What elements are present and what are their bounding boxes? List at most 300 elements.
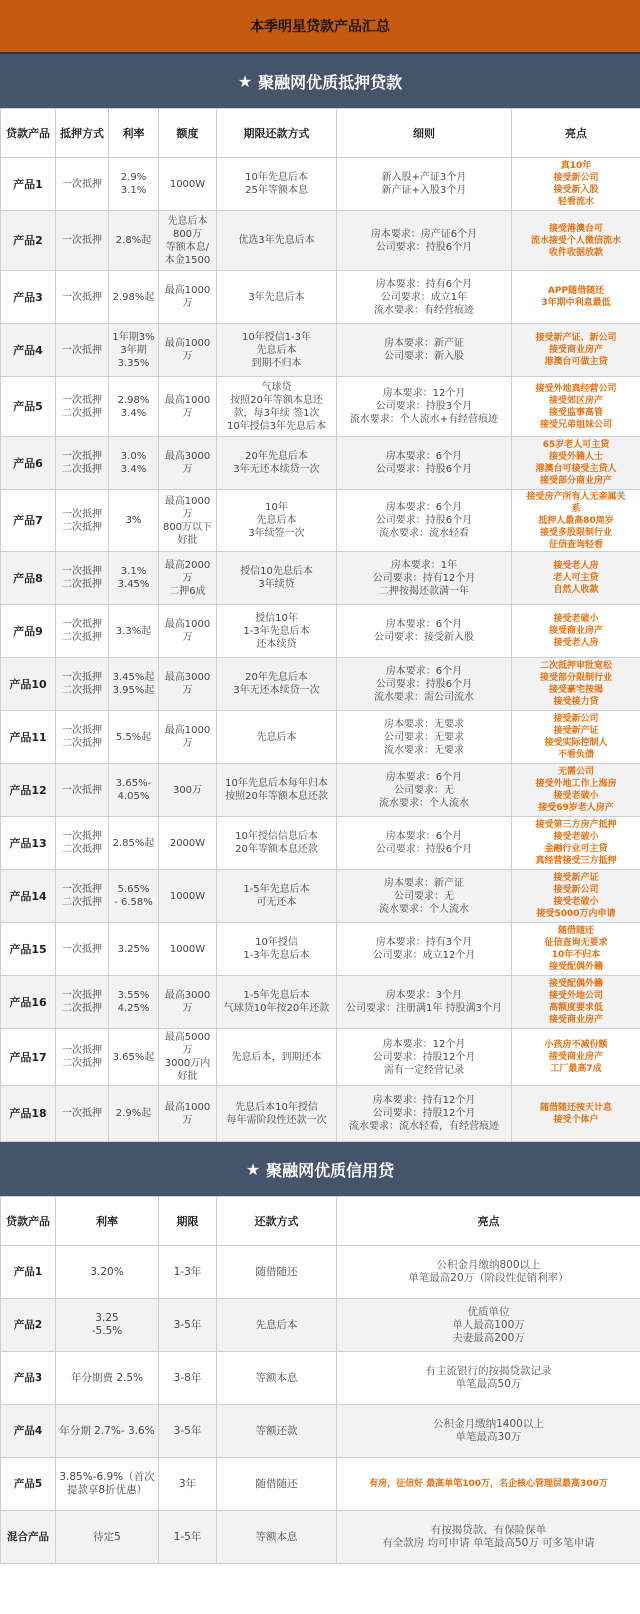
cell-line: 3.20%: [90, 1265, 124, 1278]
cell-line: 4.05%: [117, 791, 150, 802]
product-name: 产品17: [1, 1029, 56, 1086]
detail-cell: [337, 976, 512, 1029]
cell-line: 最高1000: [164, 725, 211, 736]
cell-line: 800万以下: [162, 521, 213, 533]
detail-cell: [337, 437, 512, 490]
product-name: 产品6: [1, 437, 56, 490]
cell-line: 老人可主贷: [553, 573, 599, 583]
table-row: [1, 1352, 640, 1405]
cell-line: 万: [182, 407, 193, 419]
cell-line: 二押6成: [169, 585, 206, 597]
cell-line: 接受老人房: [553, 561, 599, 571]
amount-cell: [159, 552, 217, 605]
table-row: [1, 1246, 640, 1299]
repay-cell: [217, 1405, 337, 1458]
cell-line: 接受商业房产: [548, 626, 603, 636]
mortgage-cell: [56, 817, 109, 870]
rate-cell: [109, 711, 159, 764]
cell-line: 接受个体户: [553, 1114, 599, 1125]
cell-line: 10年授信1-3年: [241, 331, 312, 343]
cell-line: 公司要求：持股3个月: [375, 401, 473, 412]
product-name: 产品4: [1, 324, 56, 377]
mortgage-cell: [56, 158, 109, 211]
col-header: 利率: [56, 1197, 159, 1246]
cell-line: 接受配偶外籍: [548, 979, 603, 989]
cell-line: 收件收据放款: [548, 247, 603, 258]
cell-line: 征信查询轻看: [548, 539, 603, 550]
product-name: 产品15: [1, 923, 56, 976]
col-header: 利率: [109, 109, 159, 158]
cell-line: 接受部分商业房产: [539, 476, 612, 486]
cell-line: 1年期3%: [112, 331, 155, 343]
cell-line: 二次抵押: [62, 1003, 102, 1014]
col-header: 额度: [159, 109, 217, 158]
term-cell: [217, 658, 337, 711]
term-cell: [217, 324, 337, 377]
product-name: 产品14: [1, 870, 56, 923]
cell-line: 等额还款: [255, 1424, 298, 1437]
highlight-cell: [337, 1352, 640, 1405]
table-row: [1, 324, 640, 377]
cell-line: 港澳台可做主贷: [544, 357, 608, 367]
product-name: 产品11: [1, 711, 56, 764]
cell-line: 3年无还本续贷一次: [233, 464, 320, 475]
cell-line: 授信10先息后本: [240, 566, 313, 577]
cell-line: 3年: [178, 1477, 197, 1490]
rate-cell: [109, 605, 159, 658]
cell-line: 接受新公司: [553, 714, 599, 724]
term-cell: [217, 764, 337, 817]
rate-cell: [56, 1352, 159, 1405]
product-name: 产品7: [1, 490, 56, 552]
highlight-cell: [337, 1405, 640, 1458]
cell-line: 房本要求：持有12个月: [372, 1095, 476, 1106]
mortgage-cell: [56, 1086, 109, 1142]
cell-line: 单笔最高30万: [455, 1431, 522, 1443]
cell-line: -5.5%: [91, 1325, 123, 1337]
cell-line: 流水要求：个人流水: [379, 797, 469, 809]
cell-line: 1000W: [169, 890, 206, 902]
term-cell: [159, 1458, 217, 1511]
cell-line: 接受外地工作上海房: [535, 779, 617, 789]
term-cell: [217, 923, 337, 976]
cell-line: 1-5年: [173, 1530, 202, 1543]
table-row: [1, 158, 640, 211]
cell-line: 3.95%起: [112, 685, 155, 696]
col-header: 亮点: [337, 1197, 640, 1246]
cell-line: 万: [182, 1045, 193, 1056]
highlight-cell: [512, 764, 640, 817]
cell-line: 10年授信信息后本: [235, 831, 318, 842]
rate-cell: [56, 1246, 159, 1299]
cell-line: 10年: [265, 502, 288, 513]
term-cell: [159, 1405, 217, 1458]
cell-line: 到期不归本: [251, 357, 302, 369]
product-name: 产品3: [1, 1352, 56, 1405]
term-cell: [217, 377, 337, 437]
cell-line: 一次抵押: [62, 1108, 102, 1119]
cell-line: 公司要求：持股12个月: [372, 1051, 476, 1063]
table-row: [1, 552, 640, 605]
cell-line: 1-5年先息后本: [243, 884, 310, 895]
cell-line: 按照20年等额本息还款: [225, 791, 328, 802]
col-header: 期限还款方式: [217, 109, 337, 158]
cell-line: 3年期: [120, 344, 147, 356]
cell-line: 工厂最高7成: [550, 1064, 602, 1074]
cell-line: 4.25%: [117, 1003, 150, 1014]
cell-line: 征信查询无要求: [544, 938, 608, 948]
cell-line: 一次抵押: [62, 884, 102, 895]
cell-line: 接受新入股: [553, 185, 599, 195]
star-icon: ★: [237, 71, 253, 91]
cell-line: 万: [182, 1114, 193, 1126]
amount-cell: [159, 1029, 217, 1086]
cell-line: 2.98%: [117, 394, 150, 406]
cell-line: 接受豪宅按揭: [548, 685, 603, 695]
cell-line: 系: [571, 503, 581, 514]
cell-line: 房本要求：1年: [390, 559, 458, 571]
cell-line: 2.98%起: [112, 291, 155, 303]
cell-line: 公司要求：接受新入股: [374, 632, 474, 643]
repay-cell: [217, 1511, 337, 1564]
cell-line: 一次抵押: [62, 1045, 102, 1056]
detail-cell: [337, 552, 512, 605]
detail-cell: [337, 377, 512, 437]
highlight-cell: [512, 870, 640, 923]
cell-line: 3-5年: [173, 1424, 202, 1437]
cell-line: 最高3000: [164, 672, 211, 683]
cell-line: 房本要求：6个月: [385, 665, 463, 677]
cell-line: 万: [182, 464, 193, 475]
highlight-cell: [512, 976, 640, 1029]
cell-line: 新入股+产证3个月: [381, 172, 467, 183]
cell-line: 按照20年等额本息还: [230, 394, 323, 406]
mortgage-cell: [56, 271, 109, 324]
cell-line: 真10年: [560, 161, 592, 171]
cell-line: 3年无还本续贷一次: [233, 685, 320, 696]
cell-line: 房本要求：6个月: [385, 771, 463, 783]
cell-line: 3年期中利息最低: [541, 298, 611, 308]
highlight-cell: [512, 605, 640, 658]
cell-line: 3%: [125, 515, 142, 526]
cell-line: 流水要求：流水轻看: [379, 528, 469, 539]
cell-line: 真经营接受三方抵押: [535, 856, 617, 866]
cell-line: 接受外地公司: [548, 991, 603, 1001]
cell-line: 最高2000: [164, 559, 211, 571]
cell-line: 流水要求：个人流水: [379, 903, 469, 915]
cell-line: 高额度要求低: [548, 1003, 603, 1013]
cell-line: 还本续贷: [256, 638, 297, 650]
cell-line: 无需公司: [557, 767, 594, 777]
amount-cell: [159, 870, 217, 923]
product-name: 产品2: [1, 1299, 56, 1352]
cell-line: 2.9%起: [115, 1108, 152, 1119]
cell-line: 房本要求：新产证: [384, 338, 464, 349]
amount-cell: [159, 437, 217, 490]
cell-line: 最高1000: [164, 338, 211, 349]
product-name: 产品2: [1, 211, 56, 271]
cell-line: 轻看流水: [557, 197, 594, 207]
cell-line: 一次抵押: [62, 725, 102, 736]
cell-line: 公司要求：持有12个月: [372, 572, 476, 584]
detail-cell: [337, 711, 512, 764]
cell-line: 授信10年: [255, 612, 298, 624]
cell-line: 接受商业房产: [548, 1052, 603, 1062]
cell-line: 优选3年先息后本: [238, 235, 315, 246]
cell-line: 二次抵押: [62, 685, 102, 696]
cell-line: 自然人收款: [553, 585, 599, 595]
cell-line: 公司要求：持股6个月: [375, 241, 473, 253]
cell-line: 房本要求：6个月: [385, 831, 463, 842]
rate-cell: [109, 764, 159, 817]
cell-line: 5.5%起: [115, 731, 152, 743]
cell-line: 5.65%: [117, 884, 150, 895]
cell-line: 最高3000: [164, 990, 211, 1001]
table-row: [1, 1405, 640, 1458]
star-icon: ★: [245, 1159, 261, 1179]
cell-line: 公司要求：持股6个月: [375, 844, 473, 855]
cell-line: 房本要求：6个月: [385, 451, 463, 462]
section2-heading: [0, 1142, 640, 1196]
cell-line: 接受69岁老人房产: [538, 803, 614, 813]
cell-line: 流水要求：无要求: [384, 744, 464, 756]
cell-line: 接受实际控制人: [544, 738, 608, 748]
cell-line: 一次抵押: [62, 784, 102, 796]
cell-line: 10年不归本: [551, 950, 601, 960]
cell-line: 单人最高100万: [452, 1318, 525, 1331]
amount-cell: [159, 324, 217, 377]
cell-line: 接受商业房产: [548, 345, 603, 355]
cell-line: 公司要求：成立12个月: [372, 950, 476, 961]
rate-cell: [109, 158, 159, 211]
cell-line: 好批: [177, 1071, 198, 1082]
rate-cell: [56, 1511, 159, 1564]
page-title: 本季明星贷款产品汇总: [0, 0, 640, 54]
cell-line: 10年授信: [255, 937, 298, 948]
detail-cell: [337, 658, 512, 711]
table-row: [1, 976, 640, 1029]
rate-cell: [109, 1086, 159, 1142]
cell-line: 一次抵押: [62, 344, 102, 356]
cell-line: 800万: [172, 228, 203, 240]
cell-line: 房本要求：持有6个月: [375, 278, 473, 290]
cell-line: 提款享8折优惠）: [66, 1484, 148, 1496]
amount-cell: [159, 764, 217, 817]
mortgage-cell: [56, 764, 109, 817]
rate-cell: [109, 271, 159, 324]
cell-line: 一次抵押: [62, 672, 102, 683]
cell-line: 最高5000: [164, 1032, 211, 1043]
table-row: [1, 605, 640, 658]
cell-line: 等额本息: [255, 1371, 298, 1384]
highlight-cell: [512, 711, 640, 764]
cell-line: 公司要求：无: [394, 784, 454, 796]
table-row: [1, 764, 640, 817]
product-name: 产品1: [1, 158, 56, 211]
cell-line: 二次抵押: [62, 464, 102, 475]
cell-line: 万: [182, 298, 193, 309]
term-cell: [159, 1352, 217, 1405]
cell-line: 流水接受个人微信流水: [530, 235, 621, 246]
cell-line: 二次抵押: [62, 1058, 102, 1069]
cell-line: 一次抵押: [62, 990, 102, 1001]
cell-line: 3.3%起: [115, 625, 152, 637]
mortgage-cell: [56, 605, 109, 658]
cell-line: 1000W: [169, 178, 206, 190]
cell-line: 一次抵押: [62, 566, 102, 577]
cell-line: 3.1%: [120, 185, 147, 196]
highlight-cell: [512, 658, 640, 711]
table-row: [1, 711, 640, 764]
amount-cell: [159, 605, 217, 658]
cell-line: 3.65%-: [115, 778, 152, 789]
cell-line: 接受商业房产: [548, 1015, 603, 1025]
cell-line: APP随借随还: [547, 286, 605, 296]
rate-cell: [109, 923, 159, 976]
cell-line: 金融行业可主贷: [544, 844, 608, 854]
mortgage-cell: [56, 377, 109, 437]
cell-line: 3.4%: [120, 407, 147, 419]
amount-cell: [159, 923, 217, 976]
credit-loan-table: [0, 1196, 640, 1564]
mortgage-cell: [56, 923, 109, 976]
rate-cell: [109, 377, 159, 437]
term-cell: [217, 271, 337, 324]
highlight-cell: [337, 1299, 640, 1352]
cell-line: 接受兄弟姐妹公司: [539, 419, 612, 430]
cell-line: 一次抵押: [62, 451, 102, 462]
mortgage-loan-table: [0, 108, 640, 1142]
cell-line: 随借随还: [557, 926, 594, 936]
cell-line: 本金1500: [164, 254, 211, 266]
cell-line: 接受新公司: [553, 173, 599, 183]
product-name: 产品10: [1, 658, 56, 711]
cell-line: 3000万内: [164, 1058, 211, 1069]
table-row: [1, 437, 640, 490]
cell-line: 先息后本10年授信: [235, 1101, 318, 1113]
mortgage-cell: [56, 490, 109, 552]
term-cell: [217, 437, 337, 490]
cell-line: 65岁老人可主贷: [542, 440, 610, 450]
rate-cell: [56, 1405, 159, 1458]
cell-line: 10年先息后本每年归本: [225, 778, 328, 789]
cell-line: 二次抵押: [62, 897, 102, 908]
highlight-cell: [512, 923, 640, 976]
cell-line: 一次抵押: [62, 943, 102, 955]
cell-line: 万: [182, 508, 193, 520]
cell-line: 有按揭贷款、有保险保单: [430, 1524, 547, 1536]
cell-line: 20年等额本息还款: [235, 844, 318, 855]
cell-line: 房本要求：新产证: [384, 877, 464, 889]
product-name: 产品1: [1, 1246, 56, 1299]
highlight-cell: [512, 211, 640, 271]
term-cell: [217, 1029, 337, 1086]
cell-line: 二次抵押: [62, 579, 102, 590]
cell-line: 3-5年: [173, 1318, 202, 1331]
mortgage-cell: [56, 976, 109, 1029]
cell-line: 等额本息/: [165, 241, 210, 253]
cell-line: 一次抵押: [62, 508, 102, 520]
cell-line: 房本要求：房产证6个月: [370, 228, 478, 240]
product-name: 产品5: [1, 377, 56, 437]
cell-line: 接受第三方房产抵押: [535, 820, 617, 830]
cell-line: 流水要求：个人流水+有经营痕迹: [349, 414, 499, 425]
cell-line: 2.85%起: [112, 837, 155, 849]
detail-cell: [337, 870, 512, 923]
cell-line: 二押按揭还款满一年: [379, 585, 469, 597]
cell-line: 2.9%: [120, 172, 147, 183]
mortgage-cell: [56, 552, 109, 605]
cell-line: 3.4%: [120, 464, 147, 475]
table-row: [1, 1458, 640, 1511]
term-cell: [217, 817, 337, 870]
highlight-cell: [512, 552, 640, 605]
cell-line: 万: [182, 738, 193, 749]
highlight-cell: [512, 324, 640, 377]
mortgage-cell: [56, 1029, 109, 1086]
cell-line: 接受老破小: [553, 897, 599, 907]
cell-line: 20年先息后本: [245, 451, 308, 462]
cell-line: 先息后本: [256, 731, 297, 743]
cell-line: 房本要求：12个月: [382, 1038, 466, 1050]
highlight-cell: [512, 817, 640, 870]
term-cell: [217, 552, 337, 605]
amount-cell: [159, 377, 217, 437]
mortgage-cell: [56, 437, 109, 490]
mortgage-cell: [56, 324, 109, 377]
cell-line: 好批: [177, 534, 198, 546]
cell-line: 随借随还: [255, 1265, 298, 1278]
cell-line: 一次抵押: [62, 235, 102, 246]
detail-cell: [337, 923, 512, 976]
repay-cell: [217, 1299, 337, 1352]
cell-line: 气球贷10年按20年还款: [223, 1003, 330, 1014]
cell-line: 公司要求：持股12个月: [372, 1108, 476, 1119]
detail-cell: [337, 324, 512, 377]
rate-cell: [109, 324, 159, 377]
cell-line: 接受房产所有人无亲属关: [526, 491, 626, 502]
cell-line: 有全款房 均可申请 单笔最高50万 可多笔申请: [382, 1537, 595, 1549]
cell-line: 接受老破小: [553, 614, 599, 624]
cell-line: 新产证+入股3个月: [381, 185, 467, 196]
cell-line: 公司要求：持股6个月: [375, 678, 473, 690]
cell-line: 1000W: [169, 943, 206, 955]
cell-line: 接受新产证、新公司: [535, 333, 617, 343]
cell-line: 万: [182, 685, 193, 696]
highlight-cell: [512, 377, 640, 437]
amount-cell: [159, 711, 217, 764]
mortgage-cell: [56, 211, 109, 271]
cell-line: 最高1000: [164, 619, 211, 630]
cell-line: 有主流银行的按揭贷款记录: [425, 1365, 552, 1377]
product-name: 产品16: [1, 976, 56, 1029]
rate-cell: [109, 552, 159, 605]
cell-line: 先息后本: [256, 344, 297, 356]
table-row: [1, 271, 640, 324]
term-cell: [217, 870, 337, 923]
col-header: 贷款产品: [1, 109, 56, 158]
table-row: [1, 1029, 640, 1086]
cell-line: 随借随还: [255, 1477, 298, 1490]
table-row: [1, 1299, 640, 1352]
cell-line: 等额本息: [255, 1530, 298, 1543]
cell-line: 接受港澳台可: [548, 223, 603, 234]
cell-line: 港澳台可接受主贷人: [535, 464, 617, 474]
rate-cell: [109, 976, 159, 1029]
term-cell: [217, 490, 337, 552]
cell-line: 待定5: [93, 1530, 121, 1543]
cell-line: 公司要求：无: [394, 890, 454, 902]
